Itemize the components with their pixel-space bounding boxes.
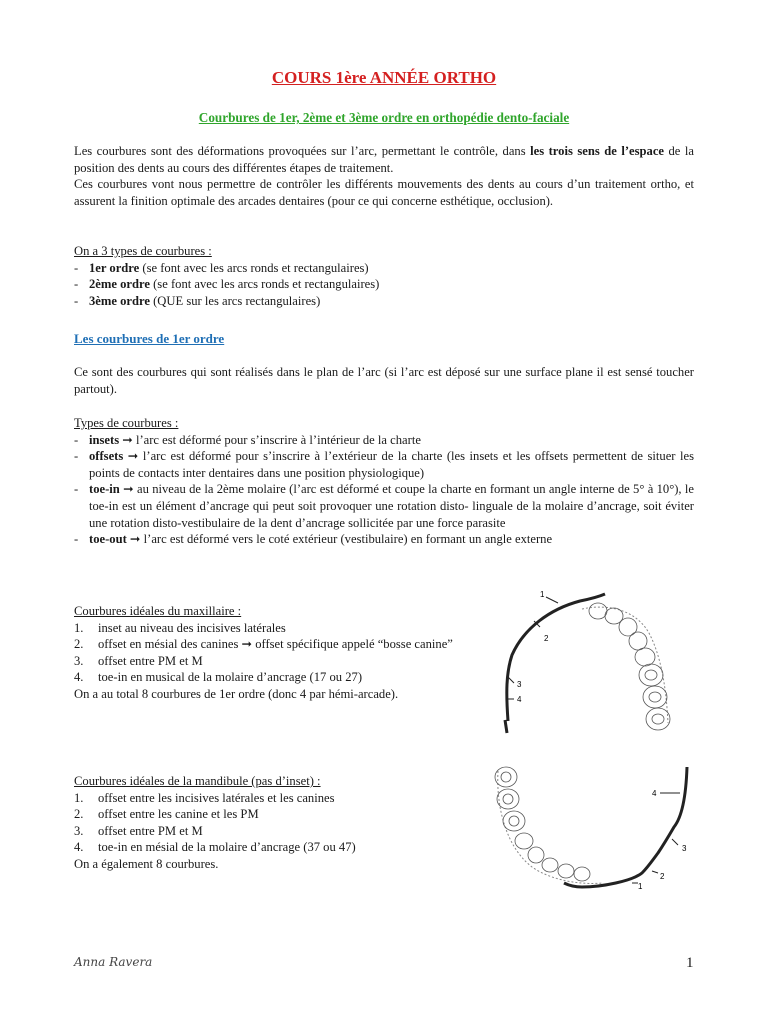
tooth-detail — [652, 714, 664, 724]
item-text: au niveau de la 2ème molaire (l’arc est déformé et coupe la charte en formant un angle interne de 5° à 10°), le toe-in est un élément d’ancrage qui peut soit provoquer une rotation disto- linguale de la molaire d’ancrage, soit éviter une rotation disto-vestibulaire de la dent d’ancrage sollicitée par une force parasite — [89, 482, 694, 530]
tooth-detail — [509, 816, 519, 826]
arrow-icon: ➞ — [126, 532, 144, 547]
intro-paragraph-1 — [74, 143, 694, 176]
leader-line — [652, 871, 658, 873]
list-item — [74, 790, 470, 807]
item-text: offset entre PM et M — [98, 823, 203, 838]
list-item — [74, 448, 694, 481]
mandibule-block — [74, 773, 470, 873]
chart-outline — [498, 771, 602, 883]
list-item — [74, 636, 470, 653]
item-term: toe-out — [89, 532, 127, 547]
maxillaire-heading: Courbures idéales du maxillaire : — [74, 604, 242, 618]
item-text: offset entre les incisives latérales et les canines — [98, 790, 335, 805]
item-term: offsets — [89, 449, 124, 464]
maxillaire-block — [74, 603, 470, 703]
figure-label: 3 — [682, 844, 687, 853]
figure-label: 1 — [540, 590, 545, 599]
mandibule-summary: On a également 8 courbures. — [74, 856, 219, 871]
item-text: toe-in en mésial de la molaire d’ancrage (37 ou 47) — [98, 840, 356, 855]
arrow-icon: ➞ — [123, 449, 143, 464]
leader-line — [508, 677, 514, 683]
intro-paragraph-2: Ces courbures vont nous permettre de contrôler les différents mouvements des dents au cours d’un traitement ortho, et assurent la finition optimale des arcades dentaires (pour ce qui concerne esthétique, occlusion). — [74, 177, 694, 208]
item-text: toe-in en musical de la molaire d’ancrage (17 ou 27) — [98, 670, 363, 685]
curve-types-heading: Types de courbures : — [74, 416, 179, 430]
list-item — [74, 669, 470, 686]
item-term: toe-in — [89, 482, 120, 497]
list-item — [74, 481, 694, 531]
figure-label: 3 — [517, 680, 522, 689]
leader-line — [546, 597, 558, 603]
tooth — [515, 833, 533, 849]
item-number: 1. — [74, 620, 84, 635]
tooth-detail — [649, 692, 661, 702]
figure-label: 2 — [660, 872, 665, 881]
item-text: l’arc est déformé pour s’inscrire à l’intérieur de la charte — [135, 432, 421, 447]
list-item — [74, 531, 694, 548]
tooth — [497, 789, 519, 809]
list-item — [74, 293, 694, 310]
page-subtitle: Courbures de 1er, 2ème et 3ème ordre en orthopédie dento-faciale — [198, 110, 570, 125]
tooth-detail — [501, 772, 511, 782]
list-item — [74, 823, 470, 840]
item-text: l’arc est déformé vers le coté extérieur (vestibulaire) en formant un angle externe — [143, 532, 553, 547]
item-number: 4. — [74, 840, 84, 855]
maxillaire-list — [74, 620, 470, 686]
item-text: inset au niveau des incisives latérales — [98, 620, 286, 635]
item-text: offset entre PM et M — [98, 653, 203, 668]
teeth-group — [495, 767, 590, 881]
tooth — [574, 867, 590, 881]
tooth — [558, 864, 574, 878]
arrow-icon: ➞ — [119, 432, 136, 447]
tooth — [635, 648, 655, 666]
maxillary-arch-figure — [490, 583, 690, 743]
list-item — [74, 806, 470, 823]
tooth — [605, 608, 623, 624]
tooth — [495, 767, 517, 787]
list-item — [74, 653, 470, 670]
item-term: 2ème ordre — [89, 277, 150, 292]
item-number: 4. — [74, 670, 84, 685]
intro-block — [74, 143, 694, 209]
curve-types-list — [74, 432, 694, 548]
figure-label: 4 — [652, 789, 657, 798]
tooth — [619, 618, 637, 636]
arch-wire — [564, 767, 687, 887]
list-item — [74, 839, 470, 856]
mandibular-arch-figure — [482, 757, 702, 897]
item-text: (se font avec les arcs ronds et rectangulaires) — [139, 260, 369, 275]
item-number: 2. — [74, 807, 84, 822]
item-text: offset en mésial des canines ➞ offset spécifique appelé “bosse canine” — [98, 637, 453, 652]
teeth-group — [589, 603, 670, 730]
tooth-detail — [503, 794, 513, 804]
list-item — [74, 276, 694, 293]
figure-label: 1 — [638, 882, 643, 891]
intro-bold: les trois sens de l’espace — [530, 144, 665, 158]
intro-text: Les courbures sont des déformations provoquées sur l’arc, permettant le contrôle, dans — [74, 144, 531, 158]
item-text: offset entre les canine et les PM — [98, 807, 259, 822]
item-term: 3ème ordre — [89, 293, 150, 308]
figure-label: 4 — [517, 695, 522, 704]
tooth — [528, 847, 544, 863]
tooth — [646, 708, 670, 730]
page-title: COURS 1ère ANNÉE ORTHO — [271, 68, 497, 87]
tooth — [639, 664, 663, 686]
item-text: l’arc est déformé pour s’inscrire à l’extérieur de la charte (les insets et les offsets permettent de situer les points de contacts inter dentaires dans une position physiologique) — [89, 449, 694, 480]
mandibule-list — [74, 790, 470, 856]
arch-wire — [507, 594, 605, 721]
list-item — [74, 432, 694, 449]
item-text: (se font avec les arcs ronds et rectangulaires) — [149, 277, 380, 292]
tooth — [542, 858, 558, 872]
page-number: 1 — [686, 955, 694, 971]
item-text: (QUE sur les arcs rectangulaires) — [149, 293, 321, 308]
tooth — [643, 686, 667, 708]
list-item — [74, 620, 470, 637]
list-item — [74, 260, 694, 277]
tooth-detail — [645, 670, 657, 680]
item-term: 1er ordre — [89, 260, 140, 275]
section-heading: Les courbures de 1er ordre — [74, 331, 225, 346]
item-number: 2. — [74, 637, 84, 652]
author-signature: Anna Ravera — [74, 955, 153, 969]
tooth — [589, 603, 607, 619]
tooth — [503, 811, 525, 831]
leader-line — [672, 839, 678, 845]
types-heading: On a 3 types de courbures : — [74, 244, 212, 258]
item-number: 3. — [74, 653, 84, 668]
item-number: 1. — [74, 790, 84, 805]
maxillaire-summary: On a au total 8 courbures de 1er ordre (donc 4 par hémi-arcade). — [74, 686, 399, 701]
item-term: insets — [89, 432, 120, 447]
item-number: 3. — [74, 823, 84, 838]
figure-label: 2 — [544, 634, 549, 643]
mandibule-heading: Courbures idéales de la mandibule (pas d’inset) : — [74, 774, 321, 788]
types-block — [74, 243, 694, 309]
tooth — [629, 632, 647, 650]
intro-text: de la position des dents au cours des différentes étapes de traitement. — [74, 144, 694, 175]
types-list — [74, 260, 694, 310]
curve-types-block — [74, 415, 694, 548]
arrow-icon: ➞ — [119, 482, 137, 497]
arch-wire-end — [505, 720, 507, 733]
section-paragraph: Ce sont des courbures qui sont réalisés dans le plan de l’arc (si l’arc est déposé sur une surface plane il est sensé toucher partout). — [74, 365, 694, 396]
